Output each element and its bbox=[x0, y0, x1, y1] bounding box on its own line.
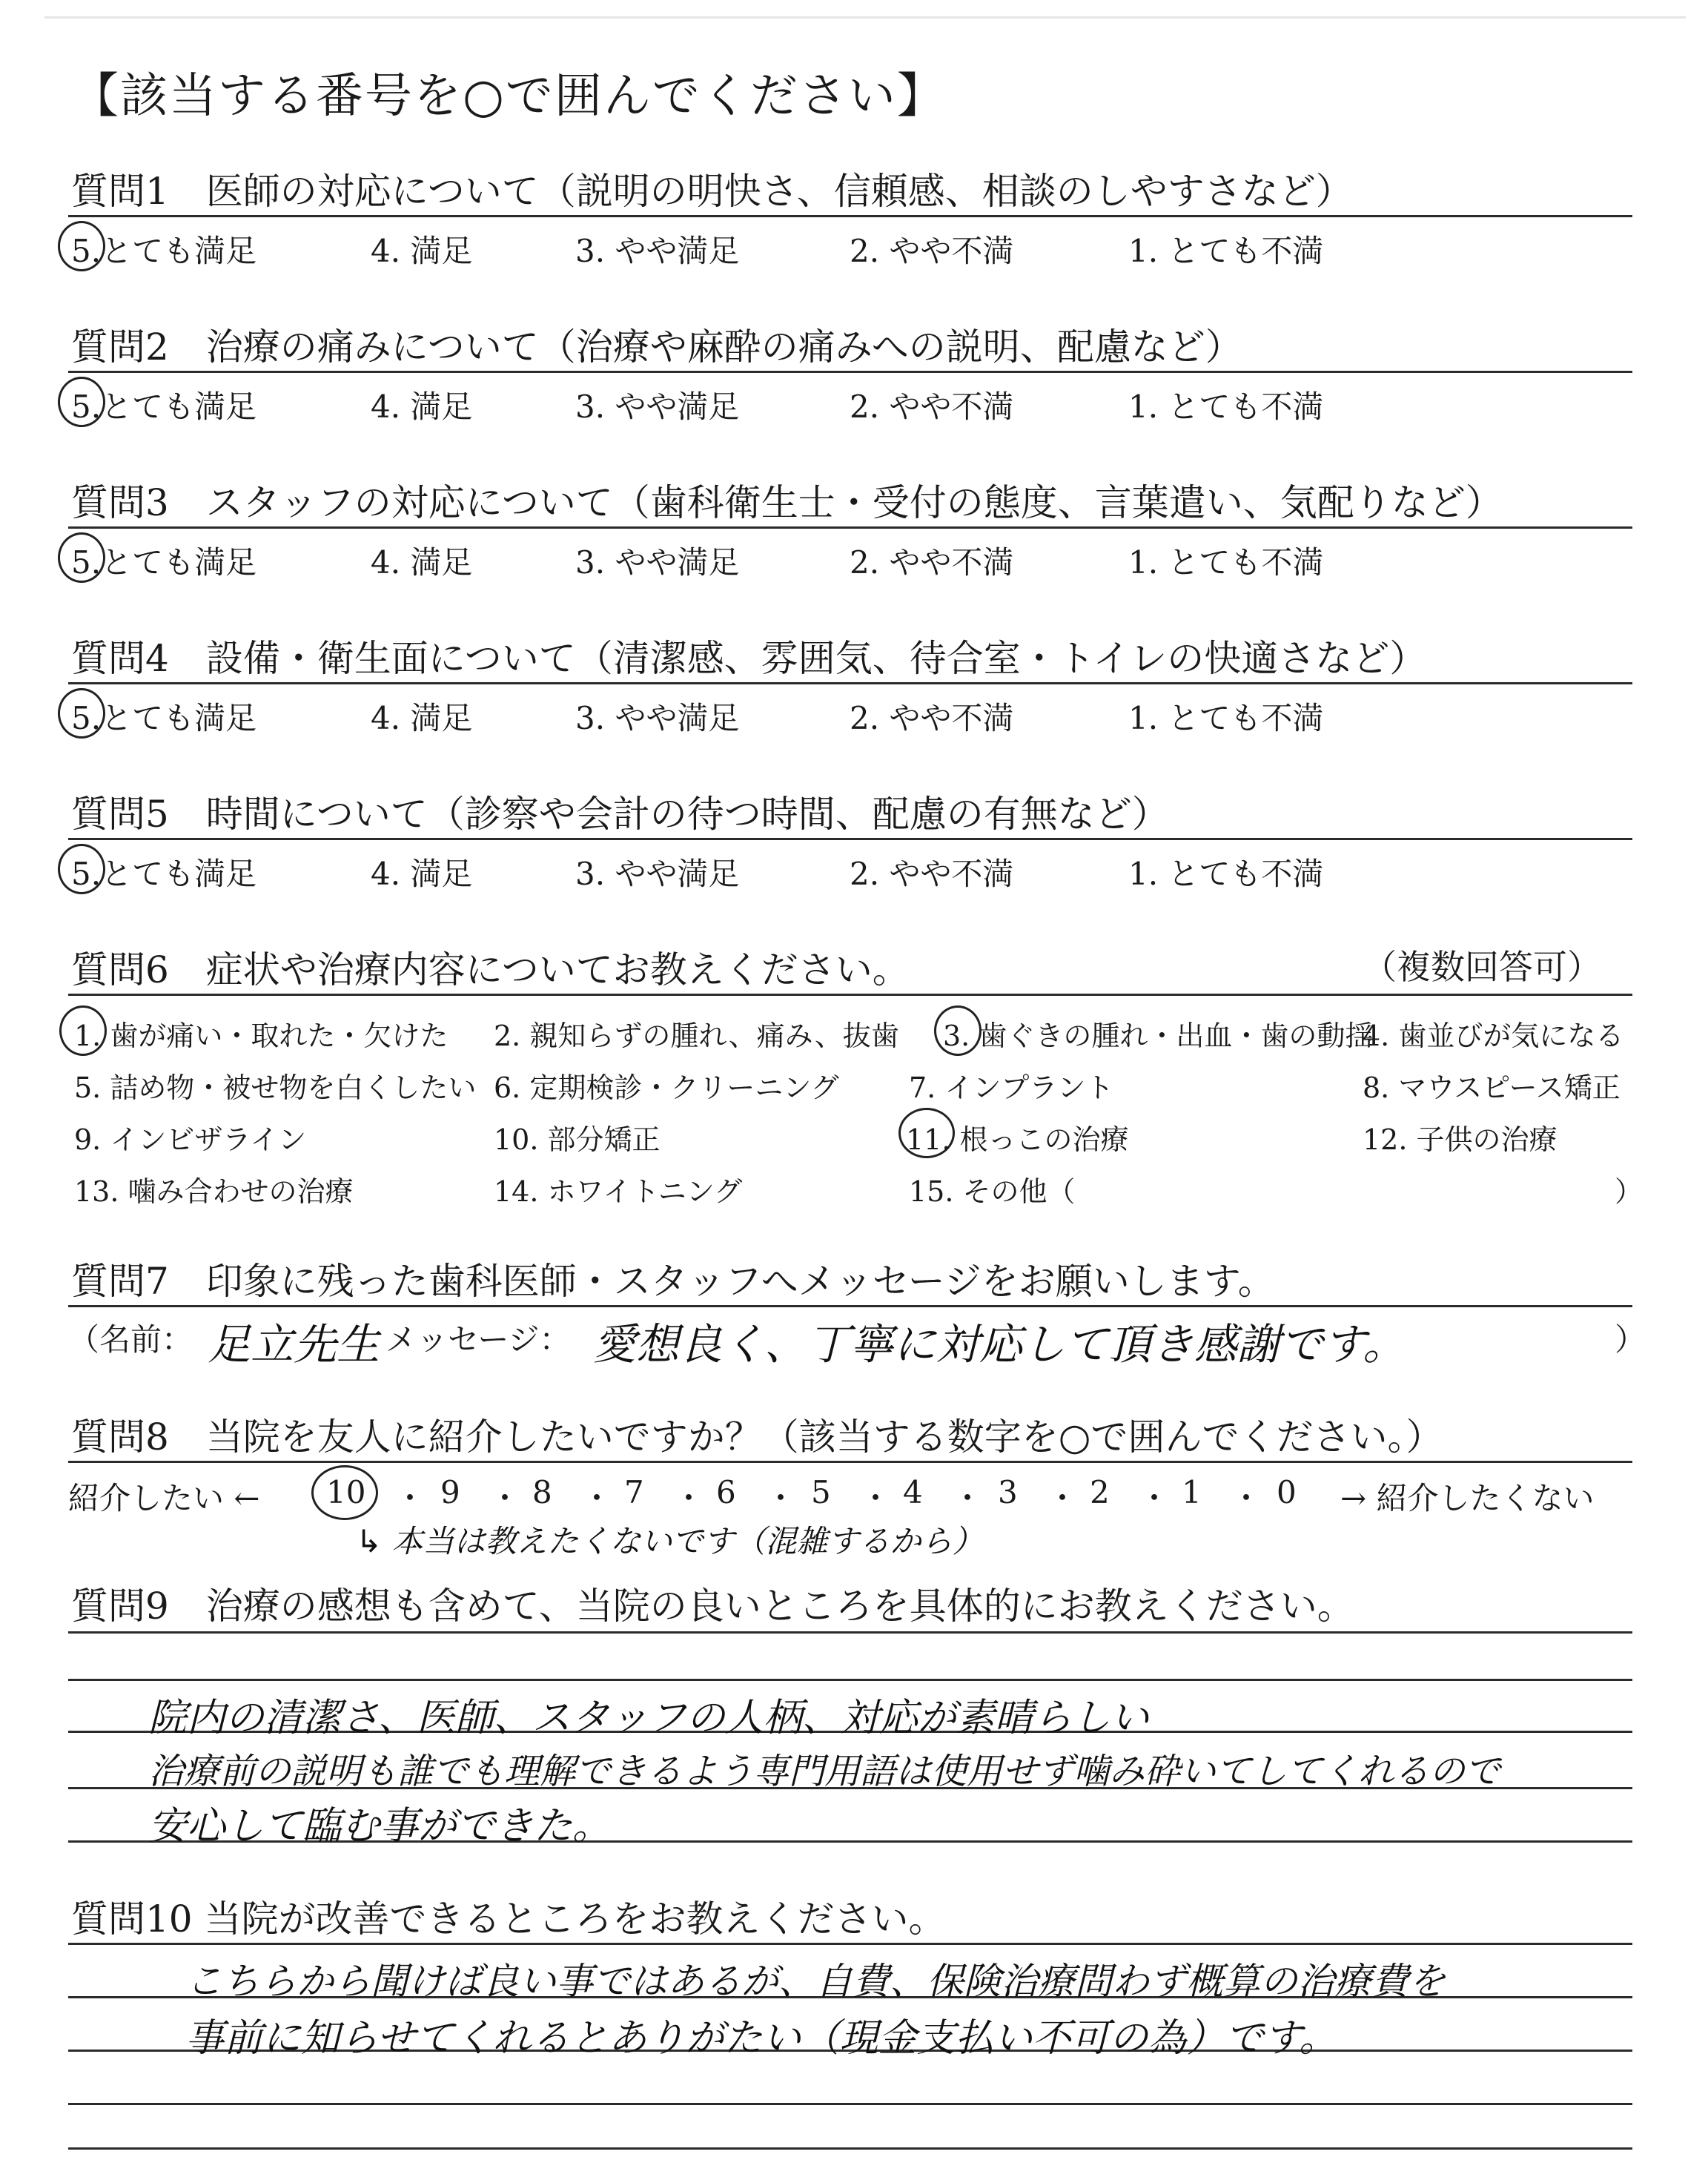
q8-left-label: 紹介したい ← bbox=[68, 1480, 260, 1516]
q10-line-rule-3 bbox=[68, 2103, 1632, 2105]
q10-line-rule-0 bbox=[68, 1943, 1632, 1945]
question-8-rule bbox=[68, 1461, 1632, 1463]
question-6-title: 質問6 症状や治療内容についてお教えください。 bbox=[71, 948, 910, 991]
question-7-title: 質問7 印象に残った歯科医師・スタッフへメッセージをお願いします。 bbox=[71, 1260, 1275, 1303]
q3-option-2[interactable]: 2. やや不満 bbox=[850, 544, 1014, 581]
form-title: 【該当する番号を○で囲んでください】 bbox=[71, 69, 946, 124]
q6-option-5[interactable]: 5. 詰め物・被せ物を白くしたい bbox=[74, 1071, 477, 1104]
q8-scale-separator: ・ bbox=[1231, 1480, 1262, 1516]
q3-option-1[interactable]: 1. とても不満 bbox=[1128, 544, 1324, 581]
q9-answer-line-2[interactable]: 治療前の説明も誰でも理解できるよう専門用語は使用せず噛み砕いてしてくれるので bbox=[148, 1751, 1501, 1792]
q3-option-4[interactable]: 4. 満足 bbox=[371, 544, 473, 581]
q4-option-2[interactable]: 2. やや不満 bbox=[850, 700, 1014, 736]
question-4-rule bbox=[68, 682, 1632, 684]
q2-option-5[interactable]: 5.とても満足 bbox=[71, 389, 257, 425]
q6-option-1[interactable]: 1. 歯が痛い・取れた・欠けた bbox=[74, 1020, 448, 1052]
q7-name-label: （名前： bbox=[68, 1321, 193, 1358]
q6-option-14[interactable]: 14. ホワイトニング bbox=[494, 1175, 743, 1208]
q10-answer-line-2[interactable]: 事前に知らせてくれるとありがたい（現金支払い不可の為）です。 bbox=[185, 2016, 1338, 2061]
q8-scale-6[interactable]: 6 bbox=[716, 1474, 736, 1510]
q8-scale-separator: ・ bbox=[673, 1480, 705, 1516]
q8-handwritten-note: ↳ 本当は教えたくないです（混雑するから） bbox=[356, 1523, 984, 1559]
q1-option-2[interactable]: 2. やや不満 bbox=[850, 233, 1014, 269]
question-2-title: 質問2 治療の痛みについて（治療や麻酔の痛みへの説明、配慮など） bbox=[71, 326, 1242, 369]
question-10-title: 質問10 当院が改善できるところをお教えください。 bbox=[71, 1898, 946, 1941]
q8-scale-separator: ・ bbox=[952, 1480, 984, 1516]
question-8-title: 質問8 当院を友人に紹介したいですか？（該当する数字を○で囲んでください。） bbox=[71, 1416, 1443, 1459]
q5-option-2[interactable]: 2. やや不満 bbox=[850, 856, 1014, 892]
q7-message-label: メッセージ： bbox=[385, 1321, 571, 1358]
q1-option-5[interactable]: 5.とても満足 bbox=[71, 233, 257, 269]
q8-scale-separator: ・ bbox=[1047, 1480, 1079, 1516]
q4-option-3[interactable]: 3. やや満足 bbox=[575, 700, 740, 736]
q3-option-3[interactable]: 3. やや満足 bbox=[575, 544, 740, 581]
q10-line-rule-4 bbox=[68, 2147, 1632, 2150]
question-1-title: 質問1 医師の対応について（説明の明快さ、信頼感、相談のしやすさなど） bbox=[71, 170, 1353, 213]
q5-option-5[interactable]: 5.とても満足 bbox=[71, 856, 257, 892]
question-9-title: 質問9 治療の感想も含めて、当院の良いところを具体的にお教えください。 bbox=[71, 1585, 1354, 1628]
q8-scale-1[interactable]: 1 bbox=[1182, 1474, 1202, 1510]
q1-option-4[interactable]: 4. 満足 bbox=[371, 233, 473, 269]
q6-option-7[interactable]: 7. インプラント bbox=[909, 1071, 1114, 1104]
q8-right-label: → 紹介したくない bbox=[1340, 1480, 1595, 1516]
q6-option-15[interactable]: 15. その他（ bbox=[909, 1175, 1076, 1208]
q3-option-5[interactable]: 5.とても満足 bbox=[71, 544, 257, 581]
question-4-title: 質問4 設備・衛生面について（清潔感、雰囲気、待合室・トイレの快適さなど） bbox=[71, 637, 1427, 680]
q8-scale-separator: ・ bbox=[765, 1480, 797, 1516]
q8-scale-0[interactable]: 0 bbox=[1277, 1474, 1297, 1510]
q2-option-4[interactable]: 4. 満足 bbox=[371, 389, 473, 425]
question-7-rule bbox=[68, 1305, 1632, 1307]
q10-answer-line-1[interactable]: こちらから聞けば良い事ではあるが、自費、保険治療問わず概算の治療費を bbox=[185, 1960, 1446, 2003]
q5-option-4[interactable]: 4. 満足 bbox=[371, 856, 473, 892]
q4-option-1[interactable]: 1. とても不満 bbox=[1128, 700, 1324, 736]
question-6-note: （複数回答可） bbox=[1363, 947, 1601, 987]
q8-scale-3[interactable]: 3 bbox=[998, 1474, 1018, 1510]
q4-option-4[interactable]: 4. 満足 bbox=[371, 700, 473, 736]
q6-option-12[interactable]: 12. 子供の治療 bbox=[1363, 1123, 1558, 1156]
q4-option-5[interactable]: 5.とても満足 bbox=[71, 700, 257, 736]
q8-scale-separator: ・ bbox=[394, 1480, 426, 1516]
q8-scale-8[interactable]: 8 bbox=[532, 1474, 552, 1510]
q2-option-2[interactable]: 2. やや不満 bbox=[850, 389, 1014, 425]
q8-scale-separator: ・ bbox=[581, 1480, 613, 1516]
q2-option-1[interactable]: 1. とても不満 bbox=[1128, 389, 1324, 425]
q9-line-rule-0 bbox=[68, 1631, 1632, 1634]
q7-message-value[interactable]: 愛想良く、丁寧に対応して頂き感謝です。 bbox=[593, 1319, 1406, 1370]
question-3-title: 質問3 スタッフの対応について（歯科衛生士・受付の態度、言葉遣い、気配りなど） bbox=[71, 481, 1503, 524]
q8-scale-4[interactable]: 4 bbox=[903, 1474, 923, 1510]
q5-option-1[interactable]: 1. とても不満 bbox=[1128, 856, 1324, 892]
q9-answer-line-1[interactable]: 院内の清潔さ、医師、スタッフの人柄、対応が素晴らしい bbox=[148, 1696, 1149, 1740]
q7-close-paren: ） bbox=[1615, 1321, 1646, 1358]
q8-scale-separator: ・ bbox=[1139, 1480, 1171, 1516]
question-2-rule bbox=[68, 371, 1632, 373]
q8-scale-9[interactable]: 9 bbox=[440, 1474, 460, 1510]
q8-scale-10[interactable]: 10 bbox=[326, 1474, 366, 1510]
q6-option-15-close: ） bbox=[1615, 1175, 1644, 1208]
q8-scale-5[interactable]: 5 bbox=[811, 1474, 831, 1510]
question-6-rule bbox=[68, 994, 1632, 996]
q6-option-10[interactable]: 10. 部分矯正 bbox=[494, 1123, 661, 1156]
question-5-rule bbox=[68, 838, 1632, 840]
q6-option-13[interactable]: 13. 噛み合わせの治療 bbox=[74, 1175, 354, 1208]
question-5-title: 質問5 時間について（診察や会計の待つ時間、配慮の有無など） bbox=[71, 793, 1169, 836]
q8-scale-separator: ・ bbox=[860, 1480, 892, 1516]
q6-option-3[interactable]: 3. 歯ぐきの腫れ・出血・歯の動揺 bbox=[943, 1020, 1374, 1052]
q2-option-3[interactable]: 3. やや満足 bbox=[575, 389, 740, 425]
q6-option-4[interactable]: 4. 歯並びが気になる bbox=[1363, 1020, 1624, 1052]
page-top-border bbox=[44, 16, 1686, 19]
q8-scale-7[interactable]: 7 bbox=[624, 1474, 644, 1510]
question-3-rule bbox=[68, 526, 1632, 529]
q6-option-8[interactable]: 8. マウスピース矯正 bbox=[1363, 1071, 1621, 1104]
q6-option-2[interactable]: 2. 親知らずの腫れ、痛み、抜歯 bbox=[494, 1020, 899, 1052]
q1-option-1[interactable]: 1. とても不満 bbox=[1128, 233, 1324, 269]
q6-option-9[interactable]: 9. インビザライン bbox=[74, 1123, 307, 1156]
q7-name-value[interactable]: 足立先生 bbox=[208, 1319, 380, 1370]
q6-option-11[interactable]: 11. 根っこの治療 bbox=[906, 1123, 1129, 1156]
q8-scale-2[interactable]: 2 bbox=[1090, 1474, 1110, 1510]
q9-answer-line-3[interactable]: 安心して臨む事ができた。 bbox=[148, 1804, 612, 1849]
q6-option-6[interactable]: 6. 定期検診・クリーニング bbox=[494, 1071, 839, 1104]
question-1-rule bbox=[68, 215, 1632, 217]
q1-option-3[interactable]: 3. やや満足 bbox=[575, 233, 740, 269]
q5-option-3[interactable]: 3. やや満足 bbox=[575, 856, 740, 892]
q9-line-rule-1 bbox=[68, 1679, 1632, 1681]
q8-scale-separator: ・ bbox=[489, 1480, 521, 1516]
